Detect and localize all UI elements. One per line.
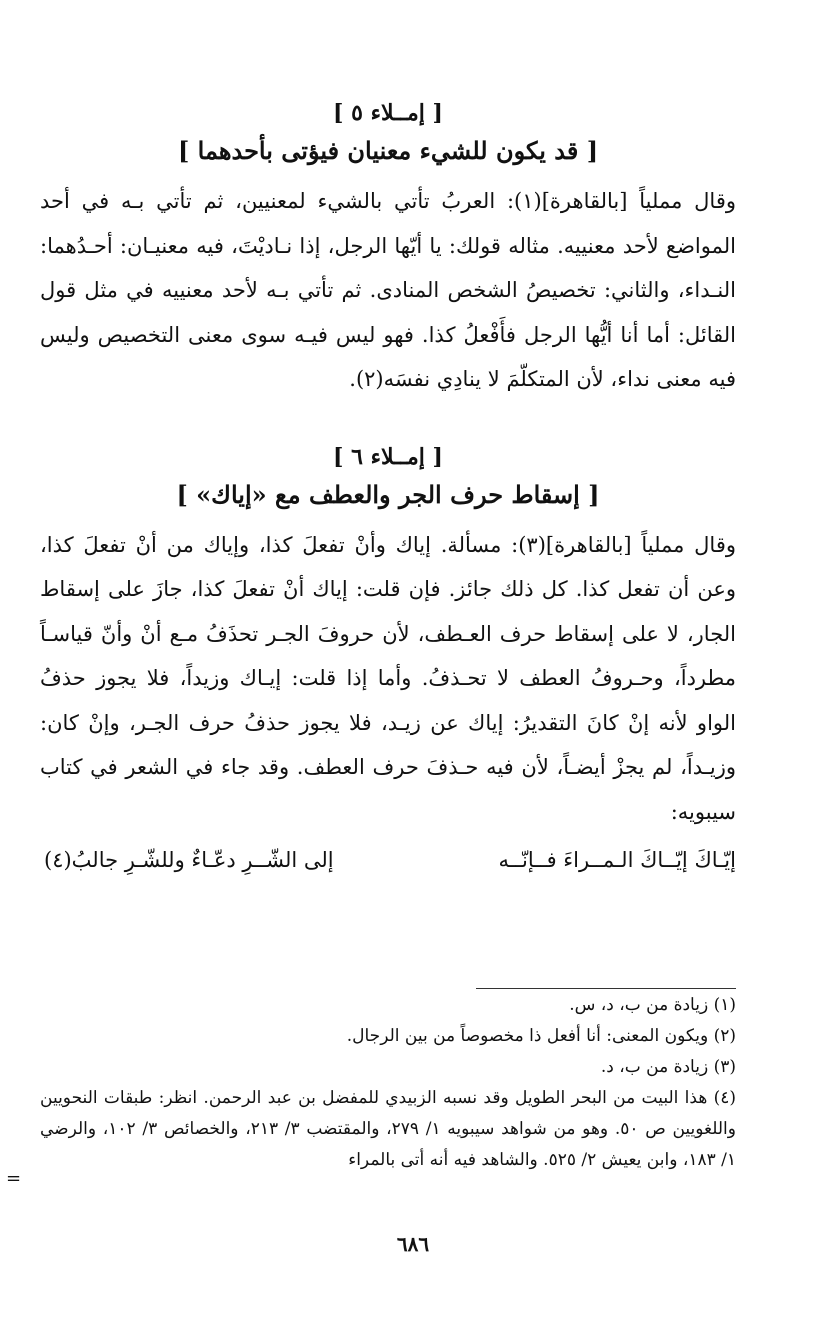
continuation-mark: = — [6, 1168, 22, 1189]
poetry-verse — [40, 842, 736, 878]
section-2 — [40, 444, 736, 879]
verse-first-hemistich: إيّـاكَ إيّــاكَ الـمــراءَ فــإنّــه — [498, 848, 736, 872]
footnotes — [40, 990, 736, 1176]
section-1-paragraph: وقال مملياً [بالقاهرة](١): العربُ تأتي بالشيء لمعنيين، ثم تأتي بـه في أحد المواضع لأحد معنييه. مثاله قولك: يا أيّها الرجل، إذا نـاديْتَ، فيه معنيـان: أحـدُهما: النـداء، والثاني: تخصيصُ الشخص المنادى. ثم تأتي بـه لأحد معنييه في مثل قول القائل: أما أنا أيُّها الرجل فأَفْعلُ كذا. فهو ليس فيـه سوى معنى التخصيص وليس فيه معنى نداء، لأن المتكلّمَ لا ينادِي نفسَه(٢). — [40, 189, 736, 391]
footnote-4: (٤) هذا البيت من البحر الطويل وقد نسبه الزبيدي للمفضل بن عبد الرحمن. انظر: طبقات النحويين واللغويين ص ٥٠. وهو من شواهد سيبويه ١/ ٢٧٩، والمقتضب ٣/ ٢١٣، والخصائص ٣/ ١٠٢، والرضي ١/ ١٨٣، وابن يعيش ٢/ ٥٢٥. والشاهد فيه أنه أتى بالمراء — [40, 1088, 736, 1170]
page-body — [40, 100, 736, 878]
footnote-2: (٢) ويكون المعنى: أنا أفعل ذا مخصوصاً من بين الرجال. — [346, 1026, 736, 1046]
section-2-title: [ إسقاط حرف الجر والعطف مع «إياك» ] — [176, 479, 600, 509]
page-number: ٦٨٦ — [396, 1232, 430, 1256]
footnote-3: (٣) زيادة من ب، د. — [600, 1057, 736, 1077]
verse-second-hemistich: إلى الشّــرِ دعّـاءٌ وللشّـرِ جالبُ(٤) — [44, 848, 334, 872]
section-1-heading: [ إمــلاء ٥ ] — [333, 100, 443, 126]
footnote-divider — [476, 988, 736, 989]
section-1-title: [ قد يكون للشيء معنيان فيؤتى بأحدهما ] — [177, 136, 599, 165]
section-2-paragraph: وقال مملياً [بالقاهرة](٣): مسألة. إياك وأنْ تفعلَ كذا، وإياك من أنْ تفعلَ كذا، وعن أن تفعل كذا. كل ذلك جائز. فإن قلت: إياك أنْ تفعلَ كذا، جازَ على إسقاط الجار، لا على إسقاط حرف العـطف، لأن حروفَ الجـر تحذَفُ مـع أنْ وأنّ قياسـاً مطرداً، وحـروفُ العطف لا تحـذفُ. وأما إذا قلت: إيـاك وزيداً، فلا يجوز حذفُ الواو لأنه إنْ كانَ التقديرُ: إياك عن زيـد، فلا يجوز حذفُ حرف الجـر، وإنْ كان: وزيـداً، لم يجزْ أيضـاً، لأن فيه حـذفَ حرف العطف. وقد جاء في الشعر في كتاب سيبويه: — [40, 532, 736, 824]
section-2-heading: [ إمــلاء ٦ ] — [333, 443, 443, 470]
footnote-1: (١) زيادة من ب، د، س. — [569, 995, 736, 1015]
